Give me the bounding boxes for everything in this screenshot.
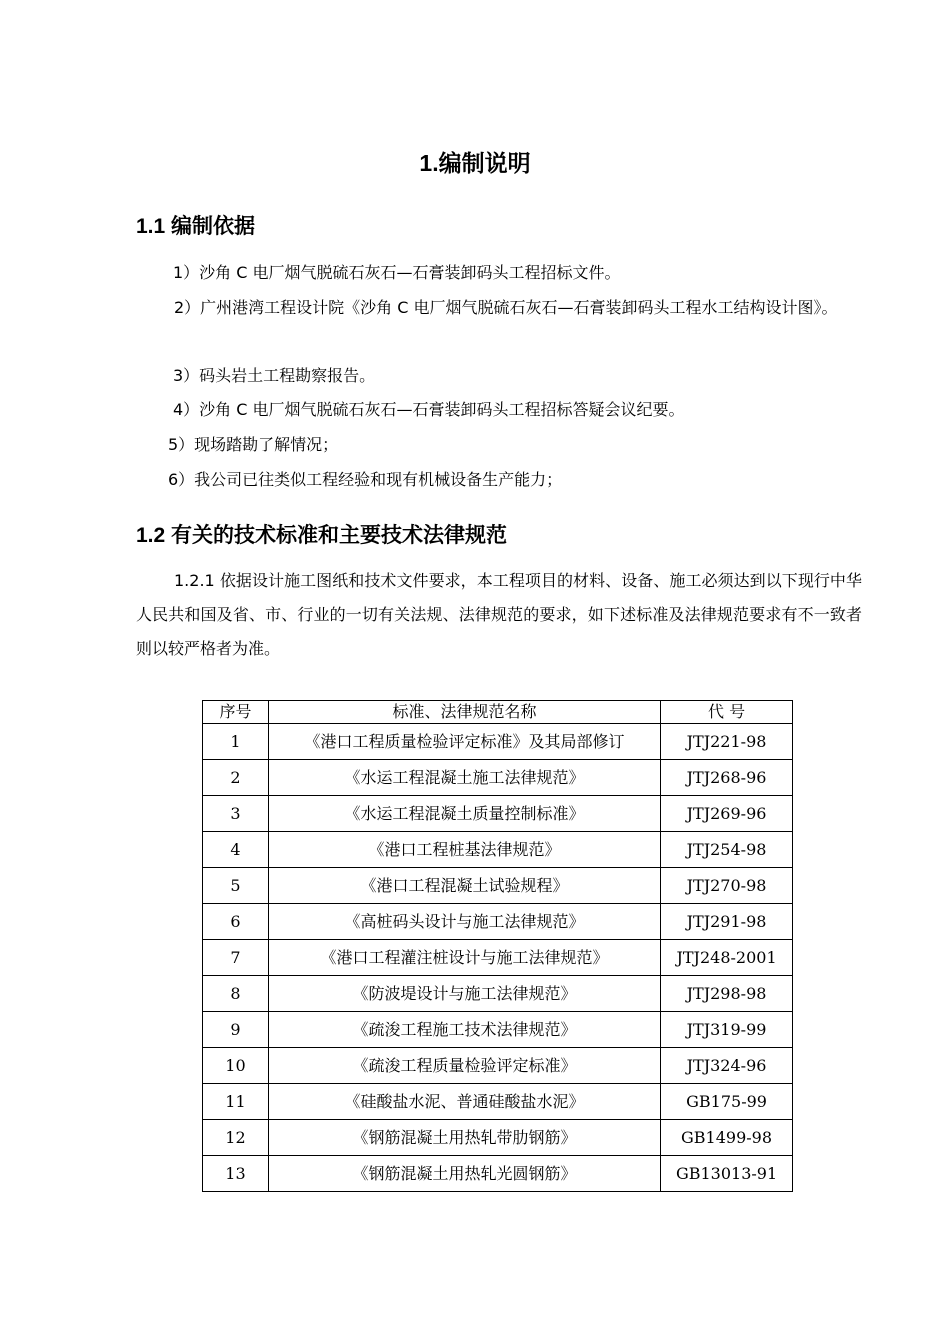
row-code: JTJ254-98	[661, 832, 793, 868]
row-index: 9	[203, 1012, 269, 1048]
table-row	[203, 796, 793, 832]
row-code: JTJ221-98	[661, 724, 793, 760]
header-index: 序号	[203, 701, 269, 724]
section-heading-1-2: 1.2 有关的技术标准和主要技术法律规范	[136, 524, 508, 547]
row-standard-name: 《港口工程混凝土试验规程》	[268, 868, 660, 904]
section-heading-1-1: 1.1 编制依据	[136, 215, 256, 238]
row-standard-name: 《疏浚工程施工技术法律规范》	[268, 1012, 660, 1048]
row-standard-name: 《港口工程灌注桩设计与施工法律规范》	[268, 940, 660, 976]
table-row	[203, 1084, 793, 1120]
table-row	[203, 940, 793, 976]
row-code: JTJ291-98	[661, 904, 793, 940]
basis-item-5: 5）现场踏勘了解情况；	[168, 435, 339, 454]
table-header-row	[203, 701, 793, 724]
row-standard-name: 《水运工程混凝土施工法律规范》	[268, 760, 660, 796]
row-index: 6	[203, 904, 269, 940]
row-code: JTJ248-2001	[661, 940, 793, 976]
row-code: JTJ268-96	[661, 760, 793, 796]
row-index: 12	[203, 1120, 269, 1156]
table-row	[203, 904, 793, 940]
row-index: 8	[203, 976, 269, 1012]
row-index: 11	[203, 1084, 269, 1120]
row-index: 10	[203, 1048, 269, 1084]
row-standard-name: 《港口工程桩基法律规范》	[268, 832, 660, 868]
row-standard-name: 《疏浚工程质量检验评定标准》	[268, 1048, 660, 1084]
row-code: JTJ324-96	[661, 1048, 793, 1084]
row-index: 5	[203, 868, 269, 904]
row-code: JTJ269-96	[661, 796, 793, 832]
row-standard-name: 《防波堤设计与施工法律规范》	[268, 976, 660, 1012]
document-title: 1.编制说明	[419, 150, 531, 176]
standards-table	[202, 700, 793, 1192]
table-row	[203, 1156, 793, 1192]
row-index: 2	[203, 760, 269, 796]
basis-item-1: 1）沙角 C 电厂烟气脱硫石灰石—石膏装卸码头工程招标文件。	[173, 263, 621, 282]
row-code: JTJ298-98	[661, 976, 793, 1012]
basis-item-3: 3）码头岩土工程勘察报告。	[173, 366, 376, 385]
table-row	[203, 760, 793, 796]
basis-item-6: 6）我公司已往类似工程经验和现有机械设备生产能力；	[168, 470, 563, 489]
row-code: JTJ270-98	[661, 868, 793, 904]
row-standard-name: 《水运工程混凝土质量控制标准》	[268, 796, 660, 832]
standards-intro-paragraph: 1.2.1 依据设计施工图纸和技术文件要求，本工程项目的材料、设备、施工必须达到以下现行中华人民共和国及省、市、行业的一切有关法规、法律规范的要求，如下述标准及法律规范要求有不一致者则以较严格者为准。	[136, 571, 862, 658]
table-row	[203, 1012, 793, 1048]
row-index: 3	[203, 796, 269, 832]
row-standard-name: 《港口工程质量检验评定标准》及其局部修订	[268, 724, 660, 760]
row-code: JTJ319-99	[661, 1012, 793, 1048]
row-code: GB13013-91	[661, 1156, 793, 1192]
row-standard-name: 《高桩码头设计与施工法律规范》	[268, 904, 660, 940]
table-row	[203, 832, 793, 868]
row-index: 4	[203, 832, 269, 868]
basis-item-4: 4）沙角 C 电厂烟气脱硫石灰石—石膏装卸码头工程招标答疑会议纪要。	[173, 400, 685, 419]
table-row	[203, 724, 793, 760]
table-row	[203, 868, 793, 904]
row-standard-name: 《钢筋混凝土用热轧带肋钢筋》	[268, 1120, 660, 1156]
table-row	[203, 1120, 793, 1156]
header-name: 标准、法律规范名称	[268, 701, 660, 724]
table-row	[203, 976, 793, 1012]
row-index: 7	[203, 940, 269, 976]
row-code: GB175-99	[661, 1084, 793, 1120]
row-standard-name: 《硅酸盐水泥、普通硅酸盐水泥》	[268, 1084, 660, 1120]
table-row	[203, 1048, 793, 1084]
row-index: 13	[203, 1156, 269, 1192]
header-code: 代 号	[661, 701, 793, 724]
basis-item-2: 2）广州港湾工程设计院《沙角 C 电厂烟气脱硫石灰石—石膏装卸码头工程水工结构设计图》。	[174, 298, 838, 317]
row-code: GB1499-98	[661, 1120, 793, 1156]
table-body	[203, 724, 793, 1192]
row-standard-name: 《钢筋混凝土用热轧光圆钢筋》	[268, 1156, 660, 1192]
row-index: 1	[203, 724, 269, 760]
